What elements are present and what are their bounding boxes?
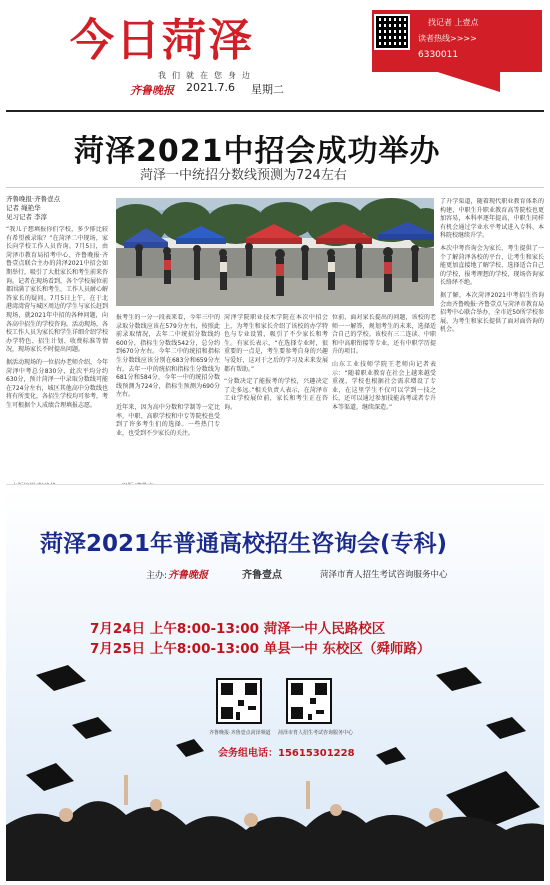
byline	[6, 195, 108, 222]
event-photo	[116, 198, 434, 306]
header-divider	[6, 110, 544, 112]
paragraph: 近年来，因为高中分数和学制等一定比率，中职、高职学校和中专等院校也受到了许多考生们的选择。一些热门专业，也受到不少家长的关注。	[116, 403, 220, 437]
paragraph: 菏泽学院职业技术学院在本次中招会上，为考生和家长介绍了该校的办学特色与专业设置，吸引了不少家长和考生。有家长表示，“在选择专业时，很重要的一点是，考生要参考自身的兴趣与爱好，这对于之后的学习及未来发展都有帮助。”	[224, 314, 328, 373]
ad-host-label: 主办:	[146, 571, 168, 581]
article-subhead: 菏泽一中统招分数线预测为724左右	[140, 168, 347, 183]
ad-phone-number: 15615301228	[278, 748, 355, 759]
ad-host-center: 菏泽市育人招生考试咨询服务中心	[320, 570, 448, 580]
paragraph: “分数决定了能报考的学校，兴趣决定了走多远。”相关负责人表示，在菏泽市工业学校展位前，家长和考生正在咨询。	[224, 378, 328, 411]
paragraph: “我儿子想填报你们学校，多少排比较有希望被录取？”在菏泽二中现场，家长向学校工作人员咨询。7月5日，由菏泽市教育局招考中心、齐鲁晚报·齐鲁壹点联合主办的菏泽2021中招会如期举行，吸引了大批家长和考生前来咨询。记者在现场看到，各个学校展位前都围满了家长和考生，工作人员耐心解答家长的疑问。7月5日上午，在于北港湾湾营与城区周边的学生与家长赶到现场，就2021年中招的各种问题，向各高中招生的学校咨询。活动现场，各校工作人员为家长和学生详细介绍学校办学特色、招生计划、收费标准等情况，现场家长不时提出问题。	[6, 226, 108, 354]
article-column-4	[332, 314, 436, 476]
qr-caption: 菏泽市育人招生考试咨询服务中心	[278, 730, 354, 736]
newspaper-title: 今日菏泽	[70, 15, 254, 66]
paragraph: 据活动现场的一位招办老师介绍，今年菏泽中考总分830分，此次平均分约630分，预计菏泽一中录取分数线可能在724分左右，城区其他高中分数线也将有所变化，各招生学校均可参考，考生可根据个人成绩合理填报志愿。	[6, 358, 108, 409]
ad-host-app: 齐鲁壹点	[242, 570, 282, 581]
ad-schedule-line-1: 7月24日 上午8:00-13:00 菏泽一中人民路校区	[90, 621, 386, 637]
byline-line: 见习记者 李淳	[6, 213, 48, 221]
paper-name: 齐鲁晚报	[130, 84, 174, 97]
masthead	[0, 0, 550, 100]
ad-schedule-line-2: 7月25日 上午8:00-13:00 单县一中 东校区（舜师路）	[90, 641, 431, 657]
byline-line: 记者 绳艳华	[6, 204, 41, 212]
paragraph: 位前，面对家长提出的问题，该校的老师一一解答，规划考生的未来，选择适合自己的学校。该校有三二连读、中职和中高职衔接等专业，还有中职学历提升的项目。	[332, 314, 436, 356]
paragraph: 报考生的一分一段表来看，今年三中的录取分数线应该在579分左右，按照此前录取情况，去年二中统招分数线约600分，指标生分数线542分，总分约到670分左右。今年二中的统招和指标生分数线应该分别在683分和659分左右。去年一中的统招和指标生分数线为681分和584分，今年一中的统招分数线预测为724分，指标生预测为690分左右。	[116, 314, 220, 399]
hotline-label: 找记者 上壹点	[428, 18, 479, 27]
byline-line: 齐鲁晚报·齐鲁壹点	[6, 195, 61, 203]
paragraph: 本次中考咨询会为家长、考生提供了一个了解菏泽各校的平台，让考生和家长能更加直接地了解学校，选择适合自己的学校，报考理想的学校，现场咨询家长络绎不绝。	[440, 244, 544, 287]
paragraph: 山东工业技师学院王老师向记者表示：“随着职业教育在社会上越来越受重视，学校也根据社会需求增设了专业，在这里学生不仅可以学到一技之长，还可以通过参加技能高考或者专升本等渠道，继续深造。”	[332, 360, 436, 411]
reader-hotline-phone: 6330011	[418, 50, 459, 60]
crowd-photo-image	[116, 198, 434, 306]
article-column-3	[224, 314, 328, 476]
reader-hotline-label: 读者热线>>>>	[418, 34, 477, 43]
hotline-box-tail	[400, 60, 500, 92]
subhead-divider	[6, 187, 544, 188]
advertisement	[6, 484, 544, 881]
article-column-2	[116, 314, 220, 476]
article-headline: 菏泽2021中招会成功举办	[74, 134, 441, 169]
article-column-5	[440, 198, 544, 476]
issue-date: 2021.7.6	[186, 81, 235, 94]
graduation-scene-image	[6, 655, 544, 881]
qr-caption: 齐鲁晚报·齐鲁壹点菏泽频道	[209, 730, 271, 736]
ad-phone-label: 会务组电话：	[218, 748, 278, 759]
paragraph: 了升学渠道，随着现代职业教育体系的构建，中职生升职业教育高等院校也更加容易，本科率逐年提高，中职生同样有机会通过学业水平考试进入专科、本科院校继续升学。	[440, 198, 544, 240]
paragraph: 据了解，本次菏泽2021中考招生咨询会由齐鲁晚报·齐鲁壹点与菏泽市教育局招考中心联合举办，全市近50所学校参展，为考生和家长提供了面对面咨询的机会。	[440, 291, 544, 334]
masthead-slogan: 我们就在您身边	[158, 71, 256, 80]
qr-code-icon	[374, 14, 410, 50]
issue-weekday: 星期二	[251, 83, 284, 96]
ad-host-paper: 齐鲁晚报	[168, 570, 208, 581]
ad-title: 菏泽2021年普通高校招生咨询会(专科)	[40, 531, 448, 557]
article-column-1	[6, 226, 108, 476]
